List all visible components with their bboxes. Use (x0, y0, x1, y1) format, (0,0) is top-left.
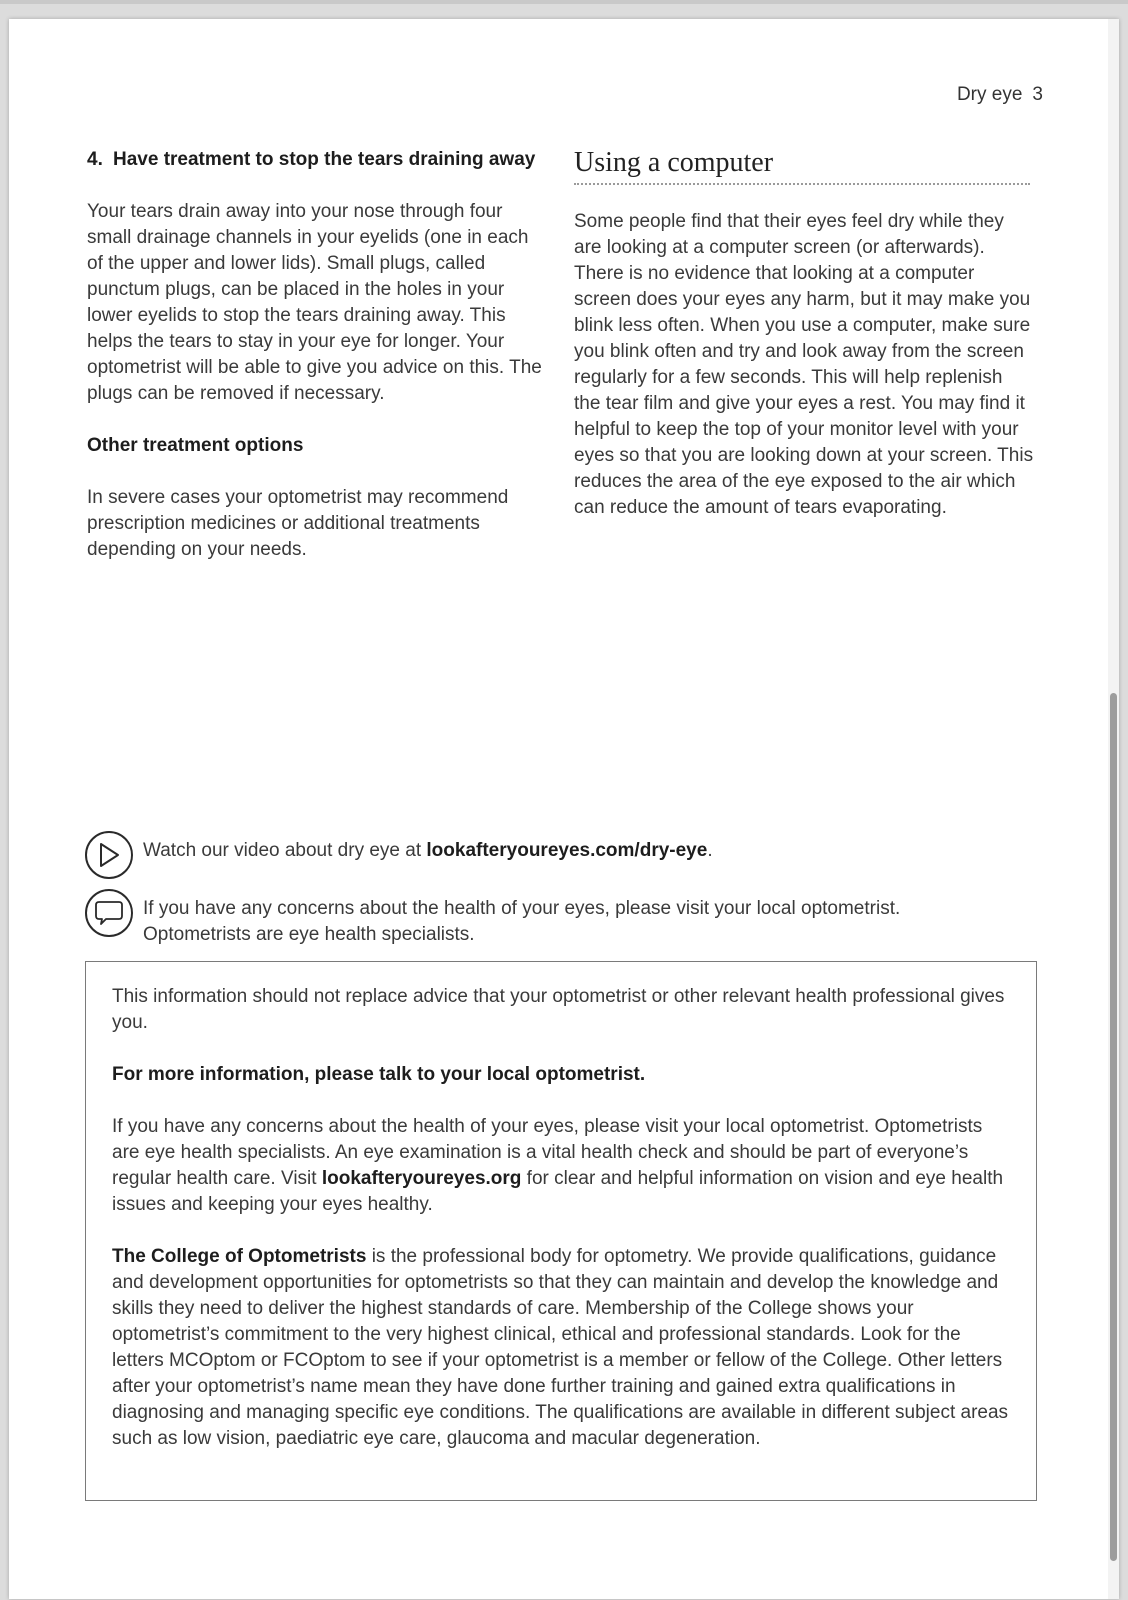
item-heading-text: Have treatment to stop the tears draining away (113, 149, 536, 170)
college-paragraph (112, 1244, 1010, 1452)
viewer-top-edge (0, 0, 1128, 4)
callouts (85, 831, 1045, 958)
video-link[interactable]: lookafteryoureyes.com/dry-eye (426, 840, 708, 861)
running-header (957, 84, 1043, 106)
treatment-item-heading (87, 147, 547, 173)
concerns-prefix: If you have any concerns about the health of your eyes, please visit your local optometrist. Optometrists are eye health specialists. An eye examination is a vital health check and should be part of everyone’s regular health care. Visit (112, 1116, 983, 1189)
other-treatment-heading: Other treatment options (87, 435, 304, 456)
scrollbar-thumb[interactable] (1110, 693, 1117, 1561)
video-suffix: . (707, 840, 713, 861)
item-number: 4. (87, 149, 103, 170)
concerns-callout (85, 889, 1045, 948)
punctum-plugs-paragraph: Your tears drain away into your nose through four small drainage channels in your eyelids (one in each of the upper and lower lids). Small plugs, called punctum plugs, can be placed in the holes in your lower eyelids to stop the tears draining away. This helps the tears to stay in your eye for longer. Your optometrist will be able to give you advice on this. The plugs can be removed if necessary. (87, 201, 542, 404)
college-body: is the professional body for optometry. We provide qualifications, guidance and development opportunities for optometrists so that they can maintain and develop the knowledge and skills they need to deliver the highest standards of care. Membership of the College shows your optometrist’s commitment to the very highest clinical, ethical and professional standards. Look for the letters MCOptom or FCOptom to see if your optometrist is a member or fellow of the College. Other letters after your optometrist’s name mean they have done further training and gained extra qualifications in diagnosing and managing specific eye conditions. The qualifications are available in different subject areas such as low vision, paediatric eye care, glaucoma and macular degeneration. (112, 1246, 1009, 1449)
section-title-using-computer: Using a computer (574, 147, 1030, 185)
other-treatment-paragraph: In severe cases your optometrist may recommend prescription medicines or additional treatments depending on your needs. (87, 487, 509, 560)
left-column (87, 147, 547, 589)
concerns-line-2: Optometrists are eye health specialists. (143, 924, 475, 945)
lookafteryoureyes-link[interactable]: lookafteryoureyes.org (321, 1168, 522, 1189)
computer-paragraph: Some people find that their eyes feel dry while they are looking at a computer screen (or afterwards). There is no evidence that looking at a computer screen does your eyes any harm, but it may make you blink less often. When you use a computer, make sure you blink often and try and look away from the screen regularly for a few seconds. This will help replenish the tear film and give your eyes a rest. You may find it helpful to keep the top of your monitor level with your eyes so that you are looking down at your screen. This reduces the area of the eye exposed to the air which can reduce the amount of tears evaporating. (574, 211, 1034, 518)
concerns-paragraph (112, 1114, 1010, 1218)
video-prefix: Watch our video about dry eye at (143, 840, 427, 861)
concerns-callout-text (143, 889, 900, 948)
disclaimer-paragraph: This information should not replace advice that your optometrist or other relevant health professional gives you. (112, 986, 1005, 1033)
info-box (85, 961, 1037, 1501)
more-info-paragraph (112, 1062, 1010, 1088)
right-column (574, 147, 1034, 547)
page-number: 3 (1032, 84, 1043, 105)
play-icon (85, 831, 133, 879)
concerns-suffix: for clear and helpful information on vision and eye health issues and keeping your eyes healthy. (112, 1168, 1004, 1215)
more-info-text: For more information, please talk to your local optometrist. (112, 1064, 646, 1085)
college-name: The College of Optometrists (112, 1246, 367, 1267)
concerns-line-1: If you have any concerns about the health of your eyes, please visit your local optometrist. (143, 898, 901, 919)
video-callout-text (143, 831, 713, 864)
running-title: Dry eye (956, 84, 1023, 105)
document-page (9, 19, 1119, 1599)
video-callout (85, 831, 1045, 879)
speech-bubble-icon (85, 889, 133, 937)
